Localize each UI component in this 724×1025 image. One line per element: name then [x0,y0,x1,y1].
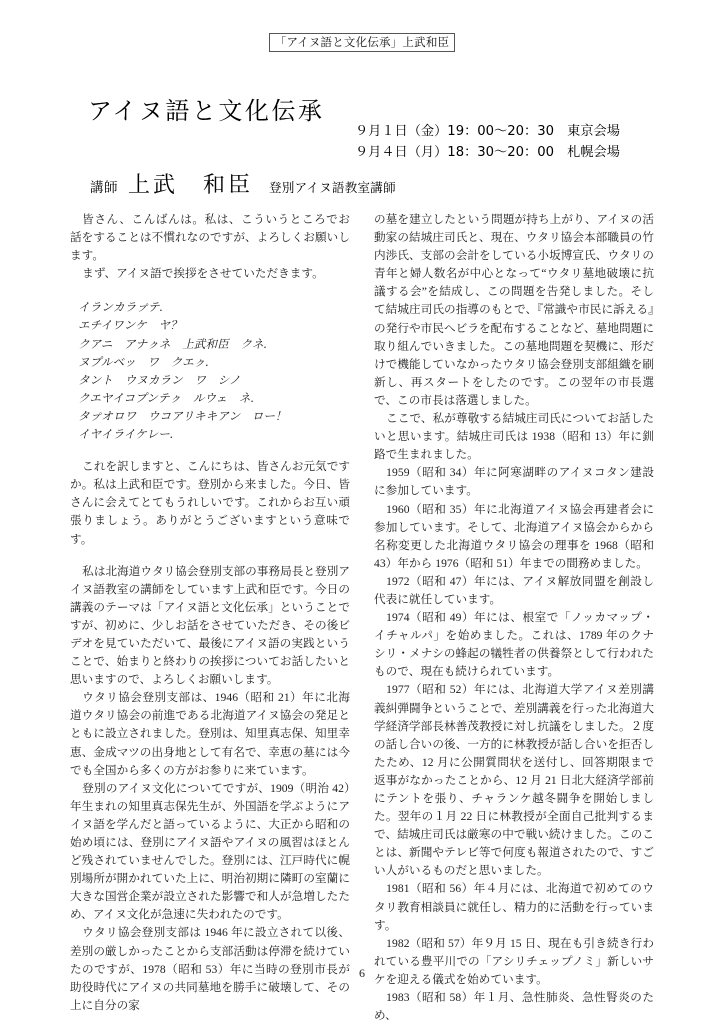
paragraph: 1960（昭和 35）年に北海道アイヌ協会再建者会に参加しています。そして、北海道アイヌ協会からから名称変更した北海道ウタリ協会の理事を 1968（昭和 43）年から 1976（昭和 51）年までの間務めました。 [374,502,654,570]
paragraph: 1974（昭和 49）年には、根室で「ノッカマップ・イチャルパ」を始めました。これは、1789 年のクナシリ・メナシの蜂起の犠牲者の供養祭として行われたもので、現在も続けられています。 [374,611,654,679]
paragraph: 私は北海道ウタリ協会登別支部の事務局長と登別アイヌ語教室の講師をしています上武和臣です。今日の講義のテーマは「アイヌ語と文化伝承」ということですが、初めに、少しお話をさせていただき、その後ビデオを見ていただいて、最後にアイヌ語の実践ということで、始まりと終わりの挨拶についてお話したいと思いますので、よろしくお願いします。 [70,564,350,687]
lecturer-role: 登別アイヌ語教室講師 [269,180,396,195]
paragraph: ウタリ協会登別支部は、1946（昭和 21）年に北海道ウタリ協会の前進である北海道アイヌ協会の発足とともに設立されました。登別は、知里真志保、知里幸恵、金成マツの出身地として有名で、幸恵の墓には今でも全国から多くの方がお参りに来ています。 [70,691,350,777]
ainu-line: エチイワンケ ヤ？ [78,318,182,333]
running-head-container [0,33,724,52]
page-title: アイヌ語と文化伝承 [88,97,325,125]
right-column [374,211,654,1025]
body-columns [70,211,654,1025]
running-head: 「アイヌ語と文化伝承」上武和臣 [269,33,455,52]
schedule-line-1: ９月１日（金）19：00〜20：30 東京会場 [355,124,620,139]
schedule-line-2: ９月４日（月）18：30〜20：00 札幌会場 [355,145,620,160]
paragraph: 1983（昭和 58）年１月、急性肺炎、急性腎炎のため、 [374,991,654,1023]
paragraph: ここで、私が尊敬する結城庄司氏についてお話したいと思います。結城庄司氏は 1938（昭和 13）年に釧路で生まれました。 [374,412,654,462]
ainu-line: イランカラㇷ゚テ. [78,300,164,315]
paragraph: これを訳しますと、こんにちは、皆さんお元気ですか。私は上武和臣です。登別から来ました。今日、皆さんに会えてとてもうれしいです。これからお互い頑張りましょう。ありがとうございますという意味です。 [70,460,350,546]
paragraph: 1972（昭和 47）年には、アイヌ解放同盟を創設し代表に就任しています。 [374,574,654,606]
ainu-line: クエヤイコプンテㇰ ルウェ ネ. [78,390,255,405]
lecturer-block [90,168,396,199]
schedule-block [355,121,620,163]
ainu-line: タㇷ゚オロワ ウコアリキキアン ロー！ [78,408,287,423]
paragraph: 皆さん、こんばんは。私は、こういうところでお話をすることは不慣れなのですが、よろしくお願いします。 [70,213,350,263]
ainu-transliteration-block [70,298,350,443]
ainu-line: イヤイライケレー. [78,427,174,442]
left-column [70,211,350,1025]
ainu-line: タント ウヌカラン ワ シノ [78,372,241,387]
paragraph: 1981（昭和 56）年４月には、北海道で初めてのウタリ教育相談員に就任し、精力的に活動を行っています。 [374,882,654,932]
paragraph: 登別のアイヌ文化についてですが、1909（明治 42）年生まれの知里真志保先生が、外国語を学ぶようにアイヌ語を学んだと語っているように、大正から昭和の始め頃には、登別にアイヌ語やアイヌの風習はほとんど残されていませんでした。登別には、江戸時代に幌別場所が開かれていた上に、明治初期に隣町の室蘭に大きな国営企業が設立された影響で和人が急増したため、アイヌ文化が急速に失われたのです。 [70,781,350,922]
lecturer-name: 上武 和臣 [128,173,254,198]
paragraph: の墓を建立したという問題が持ち上がり、アイヌの活動家の結城庄司氏と、現在、ウタリ協会本部職員の竹内渉氏、支部の会計をしている小坂博宣氏、ウタリの青年と婦人数名が中心となって“ウタリ墓地破壊に抗議する会”を結成し、この問題を告発しました。そして結城庄司氏の指導のもとで、『常識や市民に訴える』の発行や市民へビラを配布することなど、墓地問題に取り組んでいきました。この墓地問題を契機に、形だけで機能していなかったウタリ協会登別支部組織を刷新し、再スタートをしたのです。この翌年の市長選で、この市長は落選しました。 [374,213,654,407]
paragraph: ウタリ協会登別支部は 1946 年に設立されて以後、差別の厳しかったことから支部活動は停滞を続けていたのですが、1978（昭和 53）年に当時の登別市長が助役時代にアイヌの共同墓地を勝手に破壊して、その上に自分の家 [70,926,350,1012]
paragraph: まず、アイヌ語で挨拶をさせていただきます。 [82,267,324,281]
paragraph: 1959（昭和 34）年に阿寒湖畔のアイヌコタン建設に参加しています。 [374,466,654,498]
ainu-line: クアニ アナㇰネ 上武和臣 クネ. [78,336,268,351]
lecturer-label: 講師 [90,180,118,196]
paragraph: 1982（昭和 57）年９月 15 日、現在も引き続き行われている豊平川での「アシリチェップノミ」新しいサケを迎える儀式を始めています。 [374,936,654,986]
paragraph: 1977（昭和 52）年には、北海道大学アイヌ差別講義糾弾闘争ということで、差別講義を行った北海道大学経済学部長林善茂教授に対し抗議をしました。２度の話し合いの後、一方的に林教授が話し合いを拒否したため、12 月に公開質問状を送付し、回答期限まで返事がなかったことから、12 月 21 日北大経済学部前にテントを張り、チャランケ越冬闘争を開始しました。翌年の１月 22 日に林教授が全面自己批判するまで、結城庄司氏は厳寒の中で戦い続けました。このことは、新聞やテレビ等で何度も報道されたので、すごい人がいるものだと思いました。 [374,683,654,878]
ainu-line: ヌプルベッ ワ クエㇰ. [78,354,210,369]
page-number: 6 [359,966,365,980]
